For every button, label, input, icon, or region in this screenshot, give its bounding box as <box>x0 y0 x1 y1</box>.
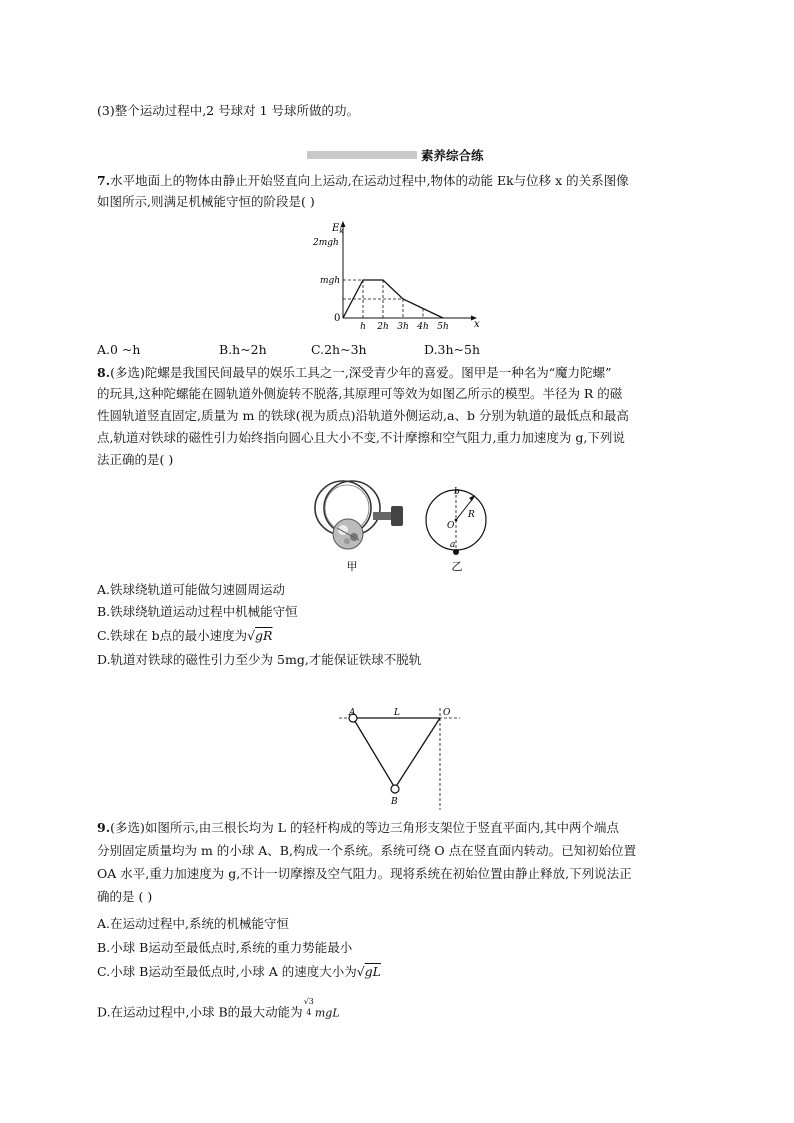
chart-x-label: x <box>474 319 480 330</box>
section-title: 素养综合练 <box>421 148 484 163</box>
q9-ball-B <box>391 785 399 793</box>
q8-option-c <box>97 628 272 644</box>
q7-option-c: C.2h~3h <box>311 342 367 357</box>
chart-xtick-label: h <box>360 322 366 332</box>
chart-ytick-2mgh: 2mgh <box>313 238 339 248</box>
q9-option-c-sqrt-sign: √ <box>356 964 365 979</box>
q8-option-a: A.铁球绕轨道可能做匀速圆周运动 <box>97 582 286 597</box>
q9-rod-AB <box>353 718 395 788</box>
q8-option-c-sqrt-sign: √ <box>247 628 256 643</box>
q9-label-A: A <box>349 708 356 718</box>
q9-stem-line2: 分别固定质量均为 m 的小球 A、B,构成一个系统。系统可绕 O 点在竖直面内转动。已知初始位置 <box>97 843 637 858</box>
q8-figure-yi <box>422 484 492 572</box>
q9-rod-OB <box>395 718 440 788</box>
q8-stem-line5: 法正确的是( ) <box>97 452 174 467</box>
yi-caption: 乙 <box>451 560 463 572</box>
q9-option-d-denominator: 4 <box>306 1008 312 1017</box>
chart-y-label: $E_k$ <box>332 223 344 235</box>
q9-stem-line1: (多选)如图所示,由三根长均为 L 的轻杆构成的等边三角形支架位于竖直平面内,其中两个端点 <box>110 820 620 835</box>
q7-stem-line1: 水平地面上的物体由静止开始竖直向上运动,在运动过程中,物体的动能 Ek与位移 x 的关系图像 <box>110 173 629 188</box>
q9-stem-line3: OA 水平,重力加速度为 g,不计一切摩擦及空气阻力。现将系统在初始位置由静止释放,下列说法正 <box>97 866 632 881</box>
q8-stem-line2: 的玩具,这种陀螺能在圆轨道外侧旋转不脱落,其原理可等效为如图乙所示的模型。半径为 R 的磁 <box>97 386 623 401</box>
q9-text-line1 <box>97 820 619 836</box>
q9-option-c <box>97 964 381 980</box>
q9-label-O: O <box>443 708 451 718</box>
chart-xtick-label: 5h <box>437 322 449 332</box>
q7-text-line1 <box>97 173 629 189</box>
q9-figure-triangle <box>335 706 465 812</box>
q7-number: 7. <box>97 173 111 188</box>
q8-figure-jia <box>305 478 410 573</box>
q9-option-c-text: C.小球 B运动至最低点时,小球 A 的速度大小为 <box>97 964 357 979</box>
q7-option-b: B.h~2h <box>219 342 267 357</box>
q8-number: 8. <box>97 365 111 380</box>
q9-option-d <box>97 997 340 1022</box>
q8-option-c-radicand: gR <box>255 628 273 643</box>
yi-radius-arrow <box>469 495 475 501</box>
chart-xtick-label: 3h <box>397 322 409 332</box>
q6-part3-text: (3)整个运动过程中,2 号球对 1 号球所做的功。 <box>97 103 360 118</box>
chart-ytick-mgh: mgh <box>320 276 341 286</box>
yi-label-b: b <box>454 487 460 497</box>
q9-option-d-fraction <box>303 997 314 1022</box>
chart-origin-label: 0 <box>334 313 341 324</box>
q9-label-L: L <box>394 708 400 718</box>
q9-stem-line4: 确的是 ( ) <box>97 889 153 904</box>
q9-option-a: A.在运动过程中,系统的机械能守恒 <box>97 916 289 931</box>
q8-text-line1 <box>97 365 612 381</box>
chart-xtick-label: 4h <box>417 322 429 332</box>
q9-option-c-radicand: gL <box>364 964 381 979</box>
q9-option-d-numerator: √3 <box>303 997 314 1006</box>
q7-option-a: A.0 ~h <box>97 342 141 357</box>
q7-ek-x-chart <box>310 218 490 336</box>
q7-option-d: D.3h~5h <box>424 342 481 357</box>
q8-option-d: D.轨道对铁球的磁性引力至少为 5mg,才能保证铁球不脱轨 <box>97 652 422 667</box>
q9-label-B: B <box>391 797 398 807</box>
chart-xtick-label: 2h <box>377 322 389 332</box>
q8-stem-line3: 性圆轨道竖直固定,质量为 m 的铁球(视为质点)沿轨道外侧运动,a、b 分别为轨道的最低点和最高 <box>97 408 629 423</box>
q8-option-b: B.铁球绕轨道运动过程中机械能守恒 <box>97 604 298 619</box>
jia-handle-grip <box>391 506 403 526</box>
q7-stem-line2: 如图所示,则满足机械能守恒的阶段是( ) <box>97 194 315 209</box>
yi-label-R: R <box>468 510 475 520</box>
yi-label-O: O <box>447 521 455 531</box>
q8-stem-line4: 点,轨道对铁球的磁性引力始终指向圆心且大小不变,不计摩擦和空气阻力,重力加速度为 g,下列说 <box>97 430 625 445</box>
q9-option-d-unit: mgL <box>314 1006 340 1020</box>
q8-stem-line1: (多选)陀螺是我国民间最早的娱乐工具之一,深受青少年的喜爱。图甲是一种名为“魔力陀螺” <box>110 365 612 380</box>
q9-option-b: B.小球 B运动至最低点时,系统的重力势能最小 <box>97 940 353 955</box>
jia-caption: 甲 <box>346 560 358 573</box>
q9-option-d-text: D.在运动过程中,小球 B的最大动能为 <box>97 1004 303 1020</box>
q8-option-c-text: C.铁球在 b点的最小速度为 <box>97 628 248 643</box>
yi-label-a: a <box>450 540 456 550</box>
q9-number: 9. <box>97 820 111 835</box>
section-bar <box>307 151 417 159</box>
